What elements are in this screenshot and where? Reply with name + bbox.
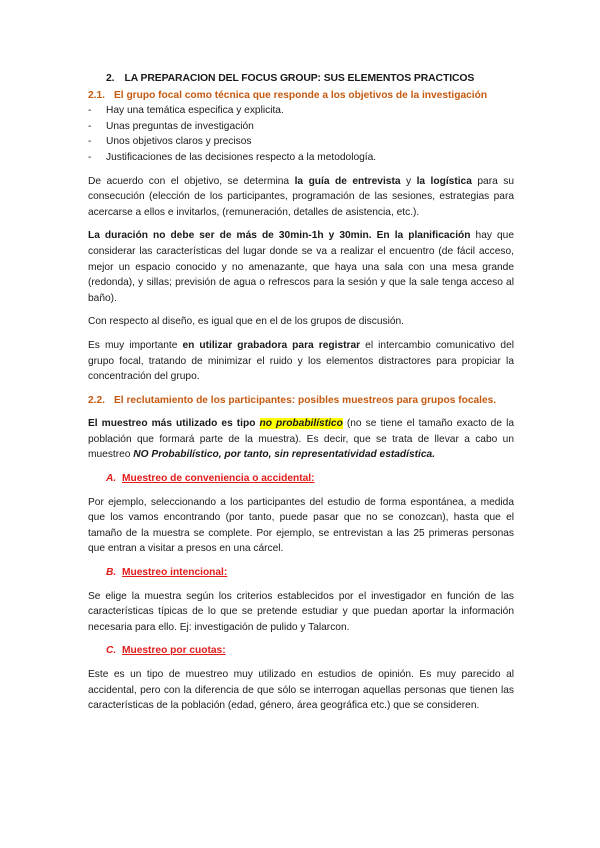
- text-run: De acuerdo con el objetivo, se determina: [88, 175, 295, 187]
- section-2-1-title: El grupo focal como técnica que responde a los objetivos de la investigación: [114, 89, 488, 101]
- list-item: [88, 134, 514, 150]
- section-2-2-heading: [88, 393, 514, 409]
- paragraph-quotas: Este es un tipo de muestreo muy utilizado en estudios de opinión. Es muy parecido al accidental, pero con la diferencia de que sólo se interrogan aquellas personas que tienen las características de la población (edad, género, área geográfica etc.) que se consideren.: [88, 669, 514, 712]
- paragraph-design: Con respecto al diseño, es igual que en el de los grupos de discusión.: [88, 316, 405, 328]
- text-run: y: [400, 175, 417, 187]
- list-dash: -: [88, 120, 92, 132]
- list-dash: -: [88, 136, 92, 148]
- bold-run: En la planificación: [376, 230, 471, 242]
- subheading-a: [106, 471, 514, 487]
- list-dash: -: [88, 105, 92, 117]
- bold-run: la logística: [416, 175, 472, 187]
- section-2-heading: [106, 71, 514, 87]
- text-run: (no se tiene el tamaño exacto de la población que formará parte de la muestra). Es decir, que se trata de llevar a cabo un muestreo: [88, 418, 514, 461]
- text-run: Es muy importante: [88, 339, 183, 351]
- bold-italic-run: NO Probabilístico, por tanto, sin representatividad estadística.: [133, 449, 436, 461]
- paragraph-convenience: Por ejemplo, seleccionando a los participantes del estudio de forma espontánea, a medida que los vamos encontrando (por tanto, puede pasar que no se conozcan), hasta que el tamaño de la muestra se complete. Por ejemplo, se entrevistan a las 25 primeras personas que entran a visitar a presos en una cárcel.: [88, 496, 514, 555]
- paragraph-intentional: Se elige la muestra según los criterios establecidos por el investigador en función de las características típicas de lo que se pretende estudiar y que puedan aportar la información necesaria para ello. Ej: investigación de pulido y Talarcon.: [88, 590, 514, 633]
- subheading-title: Muestreo intencional:: [122, 567, 228, 579]
- paragraph-recorder: [88, 338, 514, 385]
- list-item-text: Unos objetivos claros y precisos: [106, 136, 252, 148]
- bold-run: en utilizar grabadora para registrar: [182, 339, 361, 351]
- requirements-list: [88, 103, 514, 165]
- highlighted-run: no probabilístico: [259, 418, 343, 430]
- text-run: hay que considerar las características del lugar donde se va a realizar el encuentro (de fácil acceso, mejor un espacio conocido y no amenazante, que haya una sala con una mesa grande (redonda), y sillas; previsión de agua o refrescos para la sesión y que la sale tenga acceso al baño).: [88, 230, 514, 304]
- section-2-2-number: 2.2.: [88, 394, 105, 406]
- paragraph-duration: [88, 228, 514, 306]
- subheading-c: [106, 643, 514, 659]
- text-run: para su consecución (elección de los participantes, programación de las sesiones, estrategias para acercarse a ellos e invitarlos, (remuneración, detalles de asistencia, etc.).: [88, 175, 515, 218]
- subheading-letter: C.: [106, 645, 117, 657]
- list-dash: -: [88, 151, 92, 163]
- subheading-title: Muestreo de conveniencia o accidental:: [122, 473, 315, 485]
- list-item-text: Justificaciones de las decisiones respecto a la metodología.: [106, 151, 377, 163]
- bold-run: La duración no debe ser de más de 30min-1h y 30min.: [88, 230, 372, 242]
- paragraph-sampling: [88, 416, 514, 463]
- list-item: [88, 103, 514, 119]
- subheading-letter: A.: [106, 473, 117, 485]
- bold-run: la guía de entrevista: [294, 175, 401, 187]
- section-2-number: 2.: [106, 73, 115, 84]
- subheading-b: [106, 565, 514, 581]
- section-2-title: LA PREPARACION DEL FOCUS GROUP: SUS ELEMENTOS PRACTICOS: [124, 73, 475, 84]
- text-run: el intercambio comunicativo del grupo focal, tratando de minimizar el ruido y los elementos distractores para propiciar la concentración del grupo.: [88, 339, 514, 383]
- list-item: [88, 150, 514, 166]
- paragraph-objective: [88, 174, 514, 221]
- list-item-text: Hay una temática especifica y explicita.: [106, 105, 284, 117]
- subheading-letter: B.: [106, 567, 117, 579]
- section-2-1-number: 2.1.: [88, 89, 105, 101]
- section-2-1-heading: [88, 88, 514, 104]
- section-2-2-title: El reclutamiento de los participantes: posibles muestreos para grupos focales.: [114, 394, 497, 406]
- list-item: [88, 119, 514, 135]
- bold-run: El muestreo más utilizado es tipo: [88, 418, 260, 430]
- list-item-text: Unas preguntas de investigación: [106, 120, 254, 132]
- page-content: [88, 71, 514, 722]
- subheading-title: Muestreo por cuotas:: [122, 645, 226, 657]
